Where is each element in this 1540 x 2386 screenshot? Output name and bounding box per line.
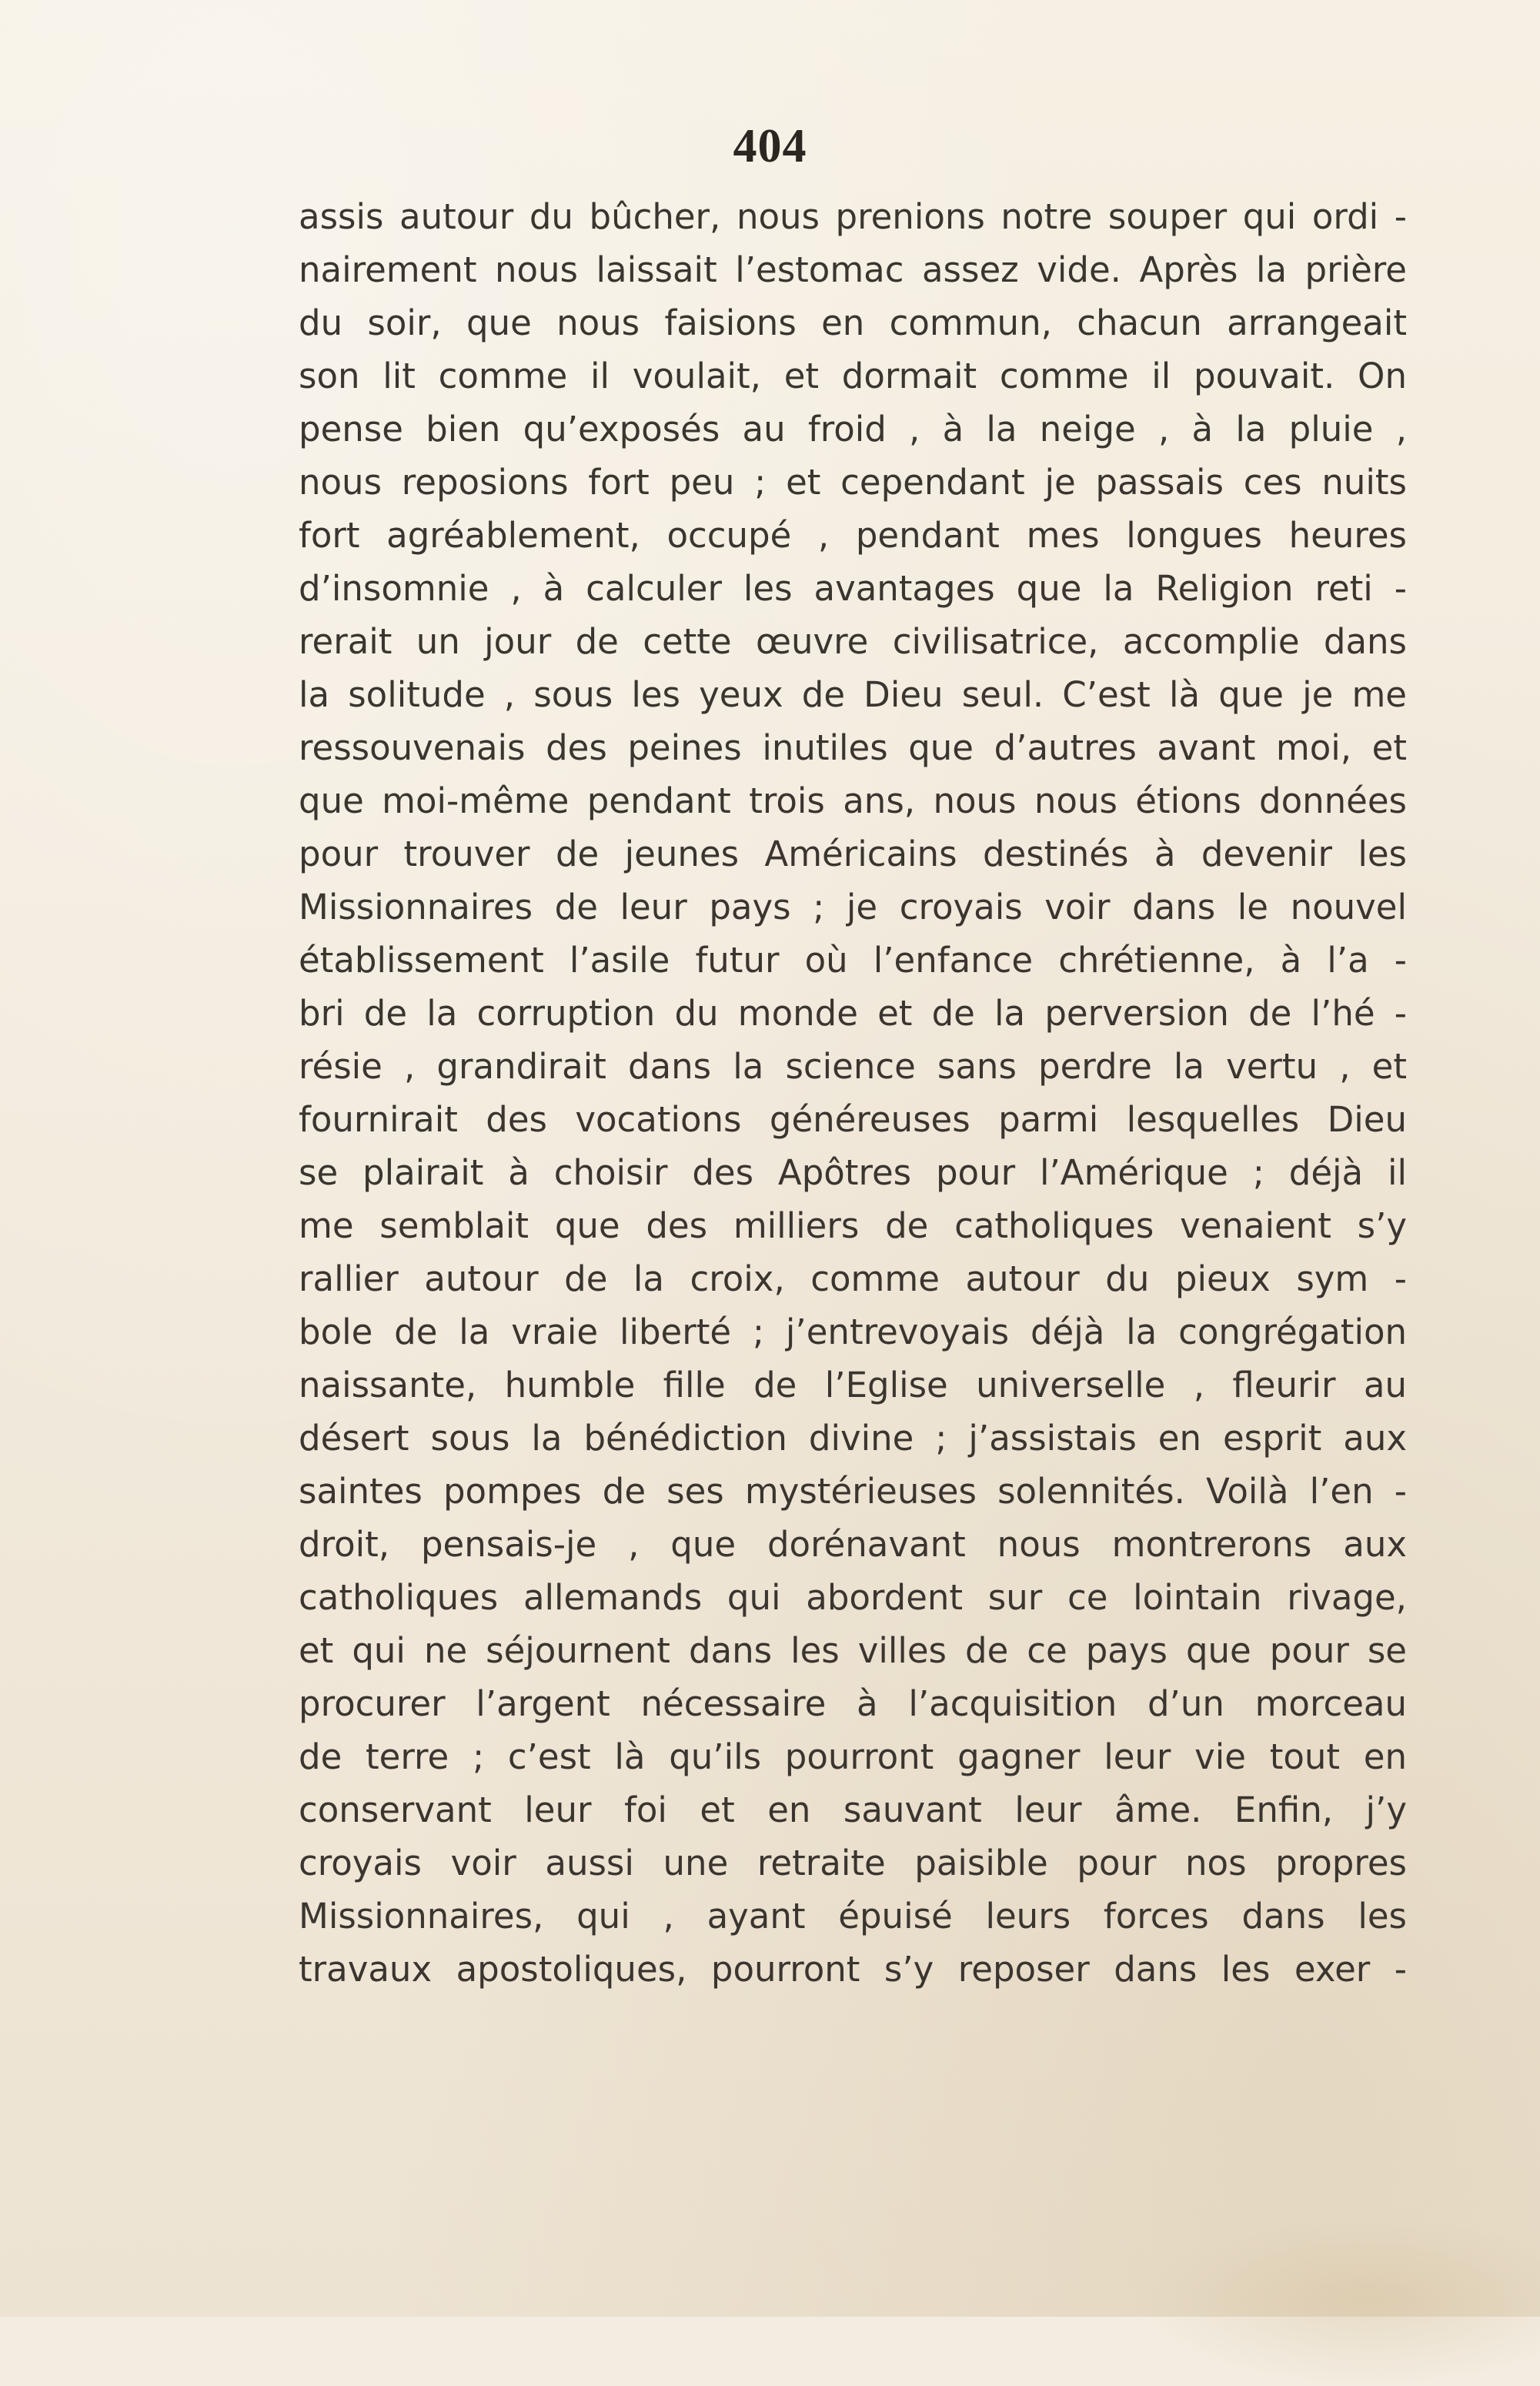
text-line: croyais voir aussi une retraite paisible pour nos propres xyxy=(299,1843,1407,1883)
text-line: catholiques allemands qui abordent sur ce lointain rivage, xyxy=(299,1577,1407,1618)
text-line: fournirait des vocations généreuses parmi lesquelles Dieu xyxy=(299,1099,1407,1140)
text-line: nairement nous laissait l’estomac assez vide. Après la prière xyxy=(299,249,1407,290)
text-line: du soir, que nous faisions en commun, chacun arrangeait xyxy=(299,302,1407,343)
text-line: naissante, humble fille de l’Eglise universelle , fleurir au xyxy=(299,1365,1407,1405)
paper-stain xyxy=(1139,2217,1540,2386)
page-number: 404 xyxy=(733,120,807,172)
text-line: pour trouver de jeunes Américains destinés à devenir les xyxy=(299,834,1407,874)
text-line: nous reposions fort peu ; et cependant je passais ces nuits xyxy=(299,462,1407,503)
text-line: d’insomnie , à calculer les avantages que la Religion reti - xyxy=(299,568,1407,609)
text-line: établissement l’asile futur où l’enfance chrétienne, à l’a - xyxy=(299,940,1407,981)
text-line: désert sous la bénédiction divine ; j’assistais en esprit aux xyxy=(299,1418,1407,1459)
text-line: conservant leur foi et en sauvant leur âme. Enfin, j’y xyxy=(299,1790,1407,1830)
text-line: Missionnaires de leur pays ; je croyais voir dans le nouvel xyxy=(299,887,1407,927)
text-line: ressouvenais des peines inutiles que d’autres avant moi, et xyxy=(299,727,1407,768)
text-line: saintes pompes de ses mystérieuses solennités. Voilà l’en - xyxy=(299,1471,1407,1512)
text-line: son lit comme il voulait, et dormait comme il pouvait. On xyxy=(299,356,1407,396)
text-line: assis autour du bûcher, nous prenions notre souper qui ordi - xyxy=(299,196,1407,237)
text-line: rallier autour de la croix, comme autour du pieux sym - xyxy=(299,1258,1407,1299)
text-line: me semblait que des milliers de catholiques venaient s’y xyxy=(299,1205,1407,1246)
text-line: Missionnaires, qui , ayant épuisé leurs forces dans les xyxy=(299,1896,1407,1937)
text-line: droit, pensais-je , que dorénavant nous montrerons aux xyxy=(299,1524,1407,1565)
body-text xyxy=(299,190,1407,1996)
text-line: fort agréablement, occupé , pendant mes longues heures xyxy=(299,515,1407,556)
text-line: procurer l’argent nécessaire à l’acquisition d’un morceau xyxy=(299,1683,1407,1724)
text-line: se plairait à choisir des Apôtres pour l’Amérique ; déjà il xyxy=(299,1152,1407,1193)
text-line: bole de la vraie liberté ; j’entrevoyais déjà la congrégation xyxy=(299,1312,1407,1352)
text-line: la solitude , sous les yeux de Dieu seul. C’est là que je me xyxy=(299,674,1407,715)
text-line: résie , grandirait dans la science sans perdre la vertu , et xyxy=(299,1046,1407,1087)
text-line: que moi-même pendant trois ans, nous nous étions données xyxy=(299,780,1407,821)
text-line: bri de la corruption du monde et de la perversion de l’hé - xyxy=(299,993,1407,1034)
text-line: de terre ; c’est là qu’ils pourront gagner leur vie tout en xyxy=(299,1736,1407,1777)
text-line: pense bien qu’exposés au froid , à la neige , à la pluie , xyxy=(299,409,1407,449)
text-line: rerait un jour de cette œuvre civilisatrice, accomplie dans xyxy=(299,621,1407,662)
text-line: travaux apostoliques, pourront s’y reposer dans les exer - xyxy=(299,1949,1407,1990)
text-line: et qui ne séjournent dans les villes de ce pays que pour se xyxy=(299,1630,1407,1671)
